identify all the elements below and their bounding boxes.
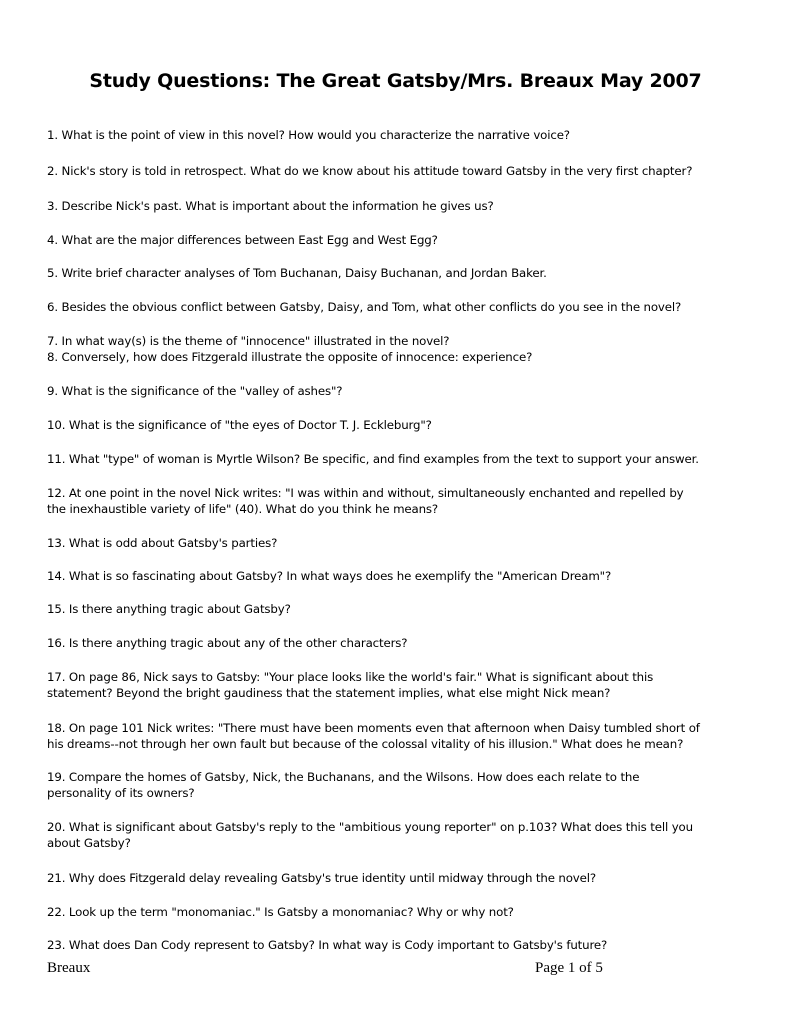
- question-line: 16. Is there anything tragic about any of the other characters?: [47, 636, 408, 650]
- question-7-8: [47, 333, 757, 365]
- question-line: 20. What is significant about Gatsby's reply to the "ambitious young reporter" on p.103? What does this tell you: [47, 820, 693, 834]
- question-17: [47, 669, 757, 701]
- page-title: Study Questions: The Great Gatsby/Mrs. Breaux May 2007: [89, 70, 702, 92]
- footer-page-number: Page 1 of 5: [535, 960, 603, 976]
- question-line: 5. Write brief character analyses of Tom Buchanan, Daisy Buchanan, and Jordan Baker.: [47, 266, 547, 280]
- question-line: 22. Look up the term "monomaniac." Is Gatsby a monomaniac? Why or why not?: [47, 905, 514, 919]
- question-6: [47, 299, 757, 315]
- question-line: 12. At one point in the novel Nick writes: "I was within and without, simultaneously enchanted and repelled by: [47, 486, 684, 500]
- question-15: [47, 601, 757, 617]
- question-13: [47, 535, 757, 551]
- question-line: 10. What is the significance of "the eyes of Doctor T. J. Eckleburg"?: [47, 418, 432, 432]
- question-line: 15. Is there anything tragic about Gatsby?: [47, 602, 291, 616]
- question-3: [47, 198, 757, 214]
- question-line: 3. Describe Nick's past. What is important about the information he gives us?: [47, 199, 494, 213]
- question-18: [47, 720, 757, 752]
- question-line: 9. What is the significance of the "valley of ashes"?: [47, 384, 343, 398]
- question-14: [47, 568, 757, 584]
- question-line: 17. On page 86, Nick says to Gatsby: "Your place looks like the world's fair." What is significant about this: [47, 670, 654, 684]
- question-line: 23. What does Dan Cody represent to Gatsby? In what way is Cody important to Gatsby's future?: [47, 938, 608, 952]
- question-line: 19. Compare the homes of Gatsby, Nick, the Buchanans, and the Wilsons. How does each relate to the: [47, 770, 640, 784]
- question-line: personality of its owners?: [47, 786, 195, 800]
- question-line: 11. What "type" of woman is Myrtle Wilson? Be specific, and find examples from the text to support your answer.: [47, 452, 699, 466]
- question-line: statement? Beyond the bright gaudiness that the statement implies, what else might Nick mean?: [47, 686, 611, 700]
- question-1: [47, 127, 757, 143]
- question-9: [47, 383, 757, 399]
- question-line: 14. What is so fascinating about Gatsby? In what ways does he exemplify the "American Dream"?: [47, 569, 612, 583]
- question-2: [47, 163, 757, 179]
- question-11: [47, 451, 757, 467]
- question-10: [47, 417, 757, 433]
- question-line: 1. What is the point of view in this novel? How would you characterize the narrative voice?: [47, 128, 570, 142]
- question-line: the inexhaustible variety of life" (40). What do you think he means?: [47, 502, 439, 516]
- question-line: 8. Conversely, how does Fitzgerald illustrate the opposite of innocence: experience?: [47, 350, 533, 364]
- footer-author: Breaux: [47, 960, 91, 976]
- question-20: [47, 819, 757, 851]
- question-line: 6. Besides the obvious conflict between Gatsby, Daisy, and Tom, what other conflicts do you see in the novel?: [47, 300, 682, 314]
- question-4: [47, 232, 757, 248]
- question-line: his dreams--not through her own fault but because of the colossal vitality of his illusion." What does he mean?: [47, 737, 684, 751]
- question-16: [47, 635, 757, 651]
- question-line: 4. What are the major differences between East Egg and West Egg?: [47, 233, 438, 247]
- question-line: 13. What is odd about Gatsby's parties?: [47, 536, 278, 550]
- question-22: [47, 904, 757, 920]
- question-19: [47, 769, 757, 801]
- question-12: [47, 485, 757, 517]
- question-line: 2. Nick's story is told in retrospect. What do we know about his attitude toward Gatsby in the very first chapter?: [47, 164, 693, 178]
- question-line: 18. On page 101 Nick writes: "There must have been moments even that afternoon when Daisy tumbled short of: [47, 721, 700, 735]
- question-line: 7. In what way(s) is the theme of "innocence" illustrated in the novel?: [47, 334, 450, 348]
- question-line: 21. Why does Fitzgerald delay revealing Gatsby's true identity until midway through the novel?: [47, 871, 596, 885]
- question-21: [47, 870, 757, 886]
- question-23: [47, 937, 757, 953]
- question-line: about Gatsby?: [47, 836, 131, 850]
- question-5: [47, 265, 757, 281]
